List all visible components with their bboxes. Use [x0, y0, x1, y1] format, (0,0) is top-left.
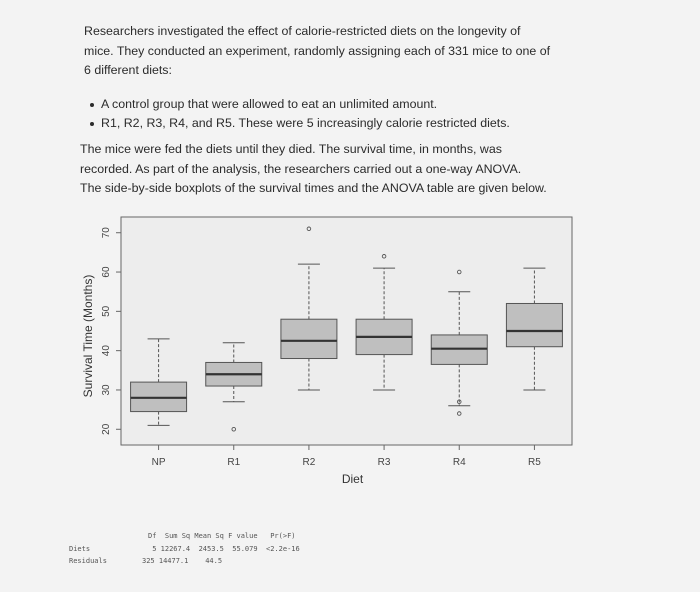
intro-line-2: mice. They conducted an experiment, randomly assigning each of 331 mice to one of	[84, 43, 551, 58]
x-tick-label: R4	[452, 457, 466, 468]
box	[281, 319, 337, 358]
y-tick-label: 20	[101, 423, 112, 435]
x-tick-label: NP	[151, 457, 166, 468]
y-tick-label: 70	[101, 227, 112, 239]
intro-line-3: 6 different diets:	[84, 63, 172, 77]
method-line-3: The side-by-side boxplots of the survival times and the ANOVA table are given below.	[80, 181, 547, 195]
method-line-2: recorded. As part of the analysis, the researchers carried out a one-way ANOVA.	[80, 161, 522, 176]
y-tick-label: 30	[101, 384, 112, 396]
diet-list-item: A control group that were allowed to eat an unlimited amount.	[90, 95, 574, 115]
diet-list-item: R1, R2, R3, R4, and R5. These were 5 increasingly calorie restricted diets.	[90, 114, 574, 134]
x-axis-label: Diet	[341, 472, 364, 486]
anova-row-label: Diets	[69, 545, 91, 553]
anova-row-label: Residuals	[69, 557, 107, 565]
x-tick-label: R5	[528, 457, 541, 468]
box	[506, 303, 562, 346]
x-tick-label: R2	[302, 457, 316, 468]
anova-row-values: 325 14477.1 44.5	[142, 557, 223, 565]
x-tick-label: R1	[227, 457, 241, 468]
y-tick-label: 60	[101, 266, 112, 278]
anova-row-values: 5 12267.4 2453.5 55.079 <2.2e-16	[148, 545, 300, 553]
anova-header: Df Sum Sq Mean Sq F value Pr(>F)	[148, 532, 296, 540]
y-tick-label: 50	[101, 305, 112, 317]
y-axis-label: Survival Time (Months)	[81, 274, 95, 398]
y-tick-label: 40	[101, 345, 112, 357]
intro-line-1: Researchers investigated the effect of calorie-restricted diets on the longevity of	[84, 24, 521, 38]
plot-frame	[121, 217, 572, 445]
x-tick-label: R3	[377, 457, 391, 468]
method-line-1: The mice were fed the diets until they died. The survival time, in months, was	[80, 142, 502, 156]
